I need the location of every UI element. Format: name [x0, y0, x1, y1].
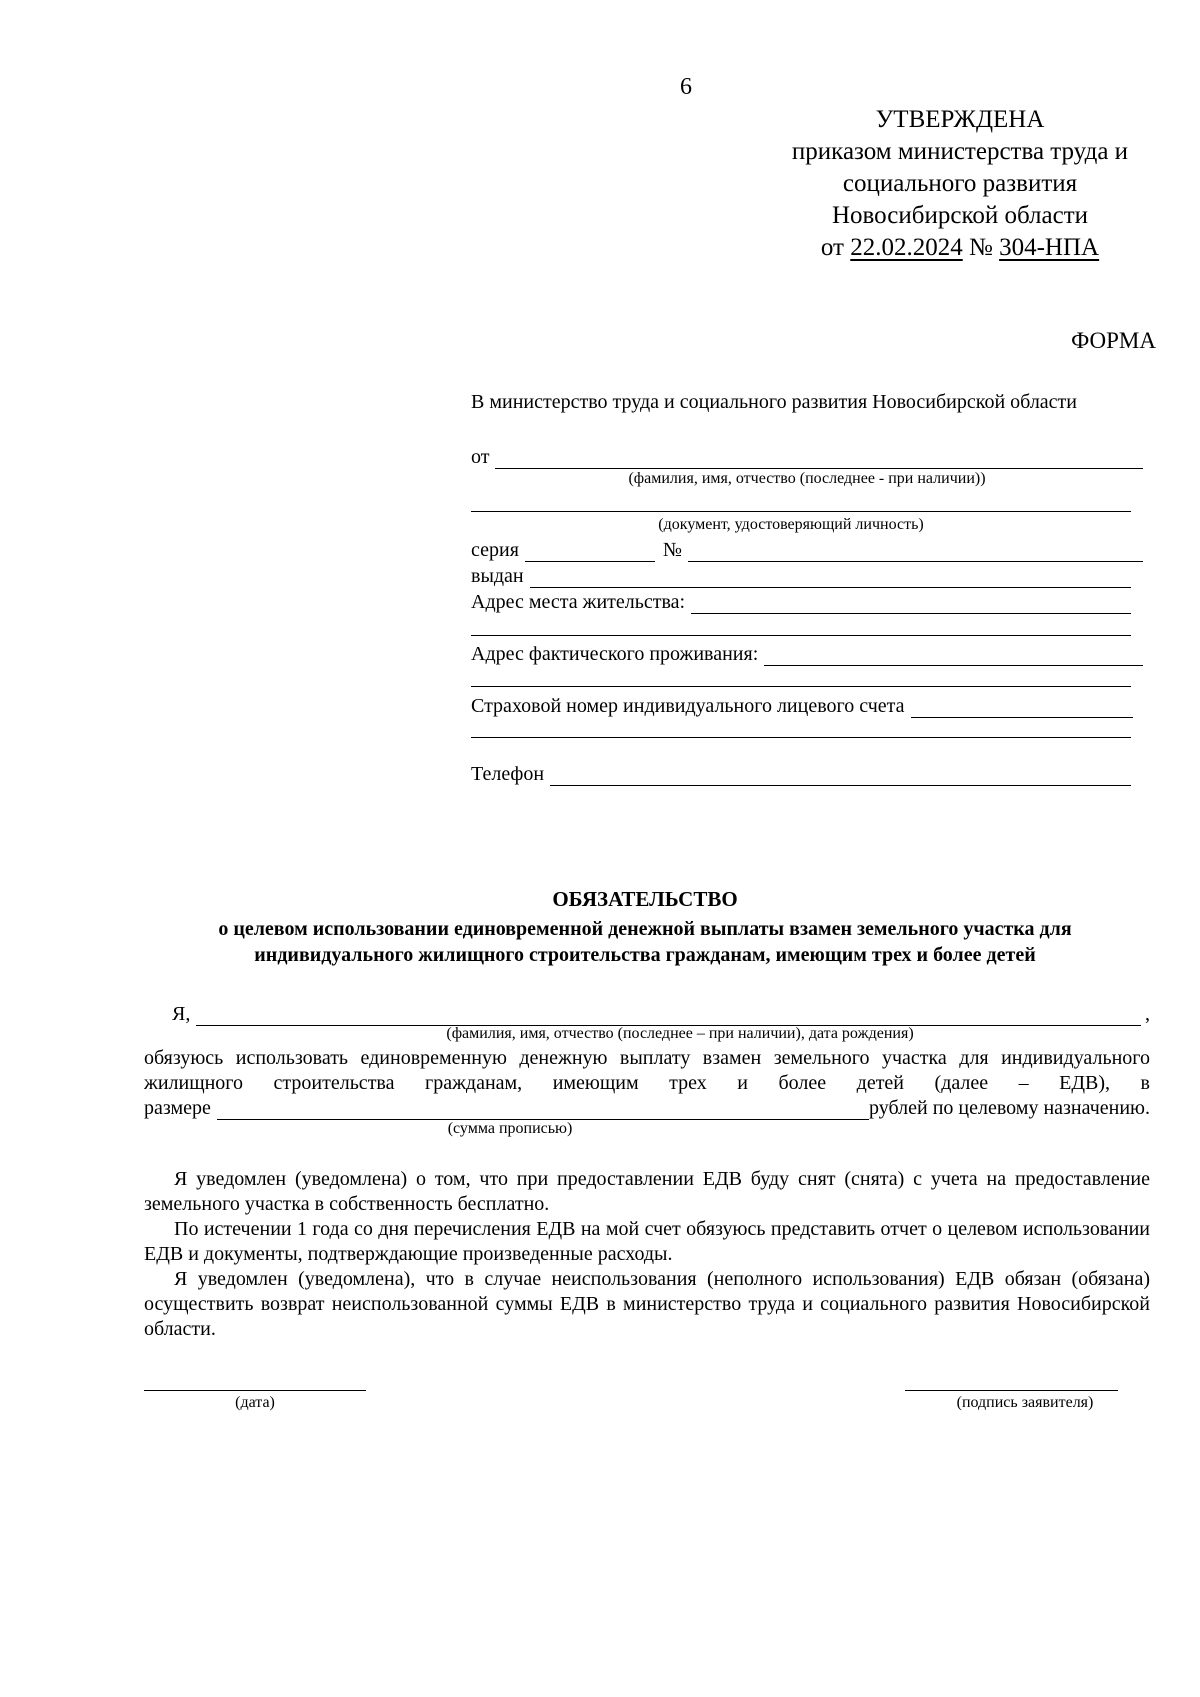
approval-number-sign: № — [969, 234, 993, 261]
residence-label: Адрес места жительства: — [471, 591, 686, 613]
paragraph-deregistration: Я уведомлен (уведомлена) о том, что при предоставлении ЕДВ буду снят (снята) с учета на предоставление земельного участка в собственность бесплатно. — [144, 1168, 1150, 1215]
snils-field[interactable] — [911, 697, 1134, 718]
residence-field-continued[interactable] — [471, 635, 1131, 636]
date-caption: (дата) — [235, 1394, 275, 1411]
approval-line-region: Новосибирской области — [831, 202, 1089, 229]
snils-label: Страховой номер индивидуального лицевого счета — [471, 695, 905, 717]
i-row — [144, 1000, 1150, 1026]
approval-date: 22.02.2024 — [850, 234, 963, 261]
signature-field[interactable] — [905, 1390, 1118, 1391]
approval-block — [720, 104, 1200, 264]
approval-date-line — [720, 232, 1200, 264]
i-caption: (фамилия, имя, отчество (последнее – при наличии), дата рождения) — [446, 1025, 914, 1042]
date-field[interactable] — [144, 1390, 366, 1391]
paragraph-refund: Я уведомлен (уведомлена), что в случае неиспользования (неполного использования) ЕДВ обязан (обязана) осуществить возврат неиспользованной суммы ЕДВ в министерство труда и социального развития Новосибирской области. — [144, 1268, 1150, 1340]
series-label: серия — [471, 539, 519, 561]
i-comma: , — [1145, 1003, 1150, 1025]
signer-name-field[interactable] — [196, 1005, 1141, 1026]
issued-row — [471, 562, 1131, 588]
doc-number-label: № — [662, 539, 682, 561]
approval-line-order: приказом министерства труда и — [791, 138, 1129, 165]
phone-field[interactable] — [550, 765, 1131, 786]
document-title — [140, 886, 1150, 968]
residence-field[interactable] — [691, 593, 1131, 614]
from-row — [471, 443, 1143, 469]
page-number: 6 — [680, 74, 692, 100]
amount-field[interactable] — [217, 1099, 869, 1120]
series-number-row — [471, 536, 1143, 562]
approval-number: 304-НПА — [999, 234, 1100, 261]
title-subtitle: о целевом использовании единовременной денежной выплаты взамен земельного участка для индивидуального жилищного строительства гражданам, имеющим трех и более детей — [218, 918, 1072, 966]
series-field[interactable] — [525, 541, 655, 562]
residence-row — [471, 588, 1131, 614]
actual-address-row — [471, 640, 1143, 666]
doc-number-field[interactable] — [688, 541, 1143, 562]
phone-row — [471, 760, 1131, 786]
body-paragraphs — [144, 1167, 1150, 1342]
paragraph-report: По истечении 1 года со дня перечисления ЕДВ на мой счет обязуюсь представить отчет о целевом использовании ЕДВ и документы, подтверждающие произведенные расходы. — [144, 1218, 1150, 1265]
fio-caption: (фамилия, имя, отчество (последнее - при наличии)) — [628, 470, 986, 487]
commit-text: обязуюсь использовать единовременную денежную выплату взамен земельного участка для индивидуального жилищного строительства гражданам, имеющим трех и более детей (далее – ЕДВ), в — [144, 1047, 1150, 1094]
actual-address-field[interactable] — [764, 645, 1143, 666]
amount-caption: (сумма прописью) — [447, 1120, 573, 1137]
actual-address-label: Адрес фактического проживания: — [471, 643, 759, 665]
identity-document-field[interactable] — [471, 511, 1131, 512]
addressee-label: В министерство труда и социального развития Новосибирской области — [471, 391, 1077, 413]
signature-caption: (подпись заявителя) — [956, 1394, 1094, 1411]
issued-field[interactable] — [530, 567, 1131, 588]
phone-label: Телефон — [471, 763, 545, 785]
snils-row — [471, 692, 1133, 718]
actual-address-field-continued[interactable] — [471, 686, 1131, 687]
approval-from: от — [820, 234, 844, 261]
approval-title: УТВЕРЖДЕНА — [875, 106, 1045, 133]
issued-label: выдан — [471, 565, 524, 587]
approval-line-ministry: социального развития — [842, 170, 1078, 197]
amount-label: размере — [144, 1097, 211, 1119]
amount-row — [144, 1094, 1150, 1120]
i-label: Я, — [172, 1003, 191, 1025]
applicant-name-field[interactable] — [495, 448, 1143, 469]
amount-suffix: рублей по целевому назначению. — [869, 1097, 1150, 1119]
form-label: ФОРМА — [1071, 328, 1156, 353]
title-main: ОБЯЗАТЕЛЬСТВО — [552, 887, 738, 911]
document-caption: (документ, удостоверяющий личность) — [658, 516, 924, 533]
addressee-text — [471, 390, 1143, 415]
snils-field-continued[interactable] — [471, 737, 1131, 738]
from-label: от — [471, 446, 490, 468]
